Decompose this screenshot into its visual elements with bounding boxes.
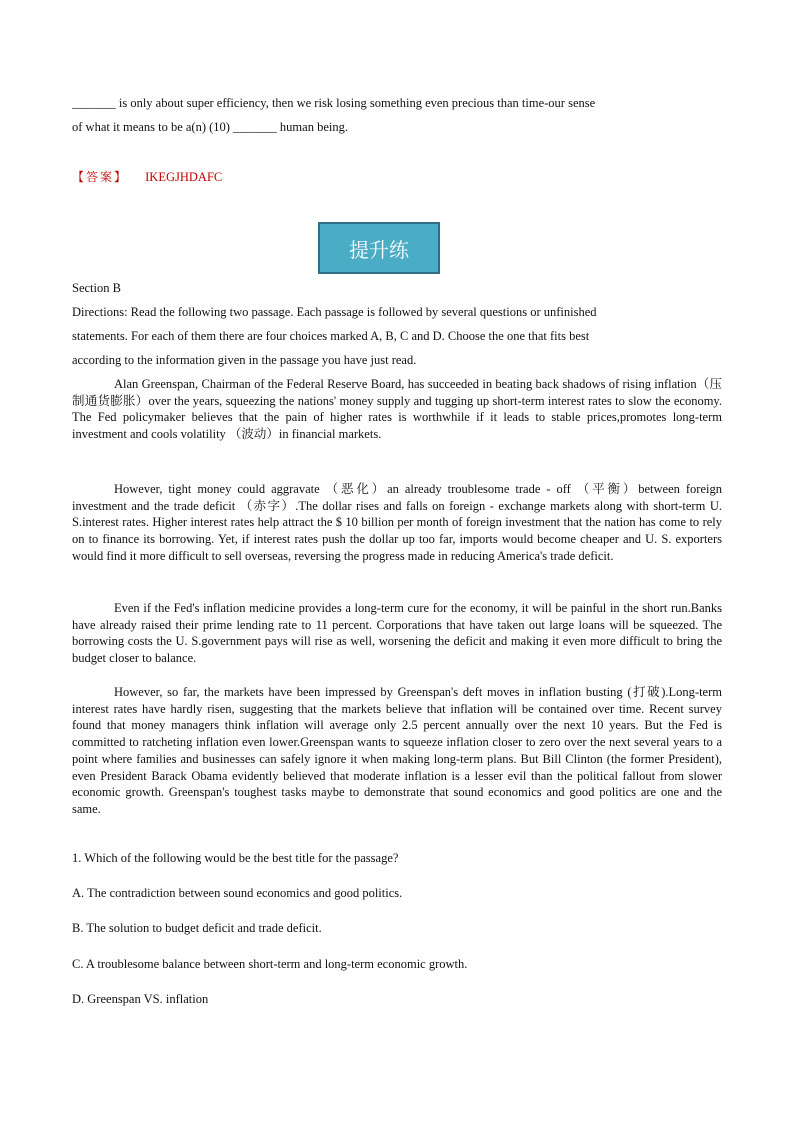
question-stem: 1. Which of the following would be the best title for the passage? (72, 851, 399, 865)
directions-line-2: statements. For each of them there are four choices marked A, B, C and D. Choose the one that fits best (72, 329, 590, 343)
answer-label: 【答案】 (72, 170, 129, 184)
option-c: C. A troublesome balance between short-term and long-term economic growth. (72, 957, 468, 971)
option-b: B. The solution to budget deficit and trade deficit. (72, 921, 322, 935)
cloze-line-2: of what it means to be a(n) (10) _______ human being. (72, 120, 348, 134)
section-title: Section B (72, 281, 121, 295)
passage-paragraph-4: However, so far, the markets have been impressed by Greenspan's deft moves in inflation busting (打破).Long-term interest rates have hardly risen, suggesting that the markets believe that inflation will be contained over time. Recent survey found that money managers think inflation will average only 2.5 percent annually over the next 10 years. But the Fed is committed to ratcheting inflation even lower.Greenspan wants to squeeze inflation closer to zero over the next several years to a point where families and businesses can safely ignore it when making long-term plans. But Bill Clinton (the former President), even President Barack Obama evidently believed that moderate inflation is a lesser evil than the political fallout from slower economic growth. Greenspan's toughest tasks maybe to demonstrate that sound economics and good politics are one and the same. (72, 685, 722, 816)
passage-paragraph-1: Alan Greenspan, Chairman of the Federal Reserve Board, has succeeded in beating back shadows of rising inflation（压制通货膨胀）over the years, squeezing the nations' money supply and tugging up short-term interest rates to slow the economy. The Fed policymaker believes that the pain of higher rates is worthwhile if it leads to stable prices,promotes long-term investment and cools volatility （波动）in financial markets. (72, 377, 722, 442)
section-badge: 提升练 (318, 222, 440, 274)
option-a: A. The contradiction between sound economics and good politics. (72, 886, 403, 900)
directions-line-1: Directions: Read the following two passage. Each passage is followed by several questions or unfinished (72, 305, 597, 319)
cloze-line-1: _______ is only about super efficiency, then we risk losing something even precious than time-our sense (72, 96, 596, 110)
option-d: D. Greenspan VS. inflation (72, 992, 209, 1006)
answer-value: IKEGJHDAFC (145, 170, 223, 184)
answer-row (72, 168, 222, 185)
passage-paragraph-2: However, tight money could aggravate （恶化）an already troublesome trade - off （平衡）between foreign investment and the trade deficit （赤字）.The dollar rises and falls on foreign - exchange markets along with short-term U. S.interest rates. Higher interest rates help attract the $ 10 billion per month of foreign investment that the nation has come to rely on to finance its borrowing. Yet, if interest rates push the dollar up too far, imports would become cheaper and U. S. exporters would find it more difficult to sell overseas, reversing the progress made in reducing America's trade deficit. (72, 482, 722, 563)
directions-line-3: according to the information given in the passage you have just read. (72, 353, 417, 367)
passage-paragraph-3: Even if the Fed's inflation medicine provides a long-term cure for the economy, it will be painful in the short run.Banks have already raised their prime lending rate to 11 percent. Corporations that have taken out large loans will be squeezed. The borrowing costs the U. S.government pays will rise as well, worsening the deficit and making it even more difficult to bring the budget closer to balance. (72, 601, 722, 666)
